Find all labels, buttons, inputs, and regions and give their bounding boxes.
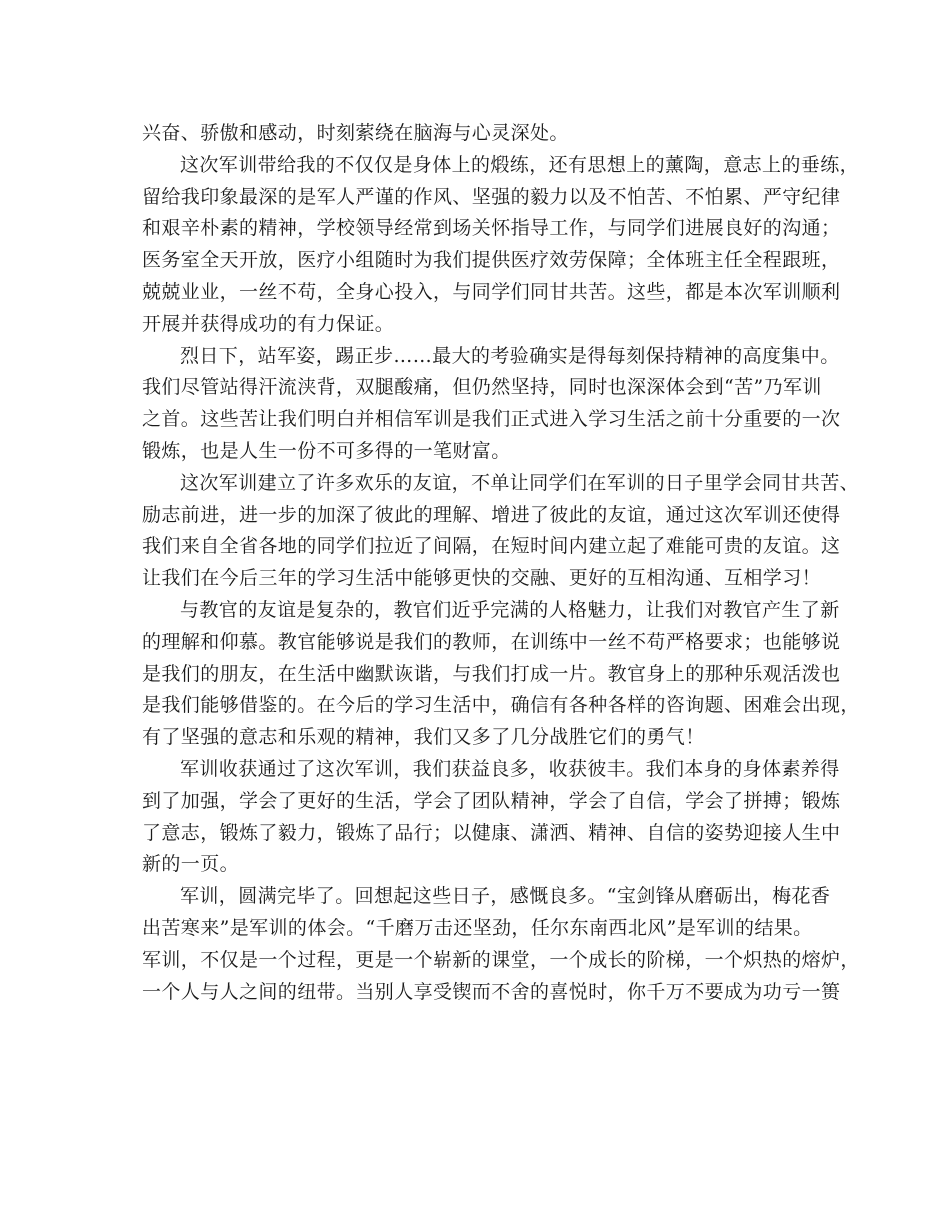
text-line: 到了加强，学会了更好的生活，学会了团队精神，学会了自信，学会了拼搏；锻炼 — [142, 789, 841, 812]
text-line: 是我们能够借鉴的。在今后的学习生活中，确信有各种各样的咨询题、困难会出现， — [142, 694, 860, 717]
text-line: 出苦寒来”是军训的体会。“千磨万击还坚劲，任尔东南西北风”是军训的结果。 — [142, 916, 813, 939]
paragraph-first-line: 与教官的友谊是复杂的，教官们近乎完满的人格魅力，让我们对教官产生了新 — [180, 598, 840, 621]
paragraph-first-line: 这次军训建立了许多欢乐的友谊，不单让同学们在军训的日子里学会同甘共苦、 — [180, 471, 860, 494]
paragraph-first-line: 军训，圆满完毕了。回想起这些日子，感慨良多。“宝剑锋从磨砺出，梅花香 — [180, 885, 831, 908]
text-line: 了意志，锻炼了毅力，锻炼了品行；以健康、潇洒、精神、自信的姿势迎接人生中 — [142, 821, 841, 844]
text-line: 之首。这些苦让我们明白并相信军训是我们正式进入学习生活之前十分重要的一次 — [142, 408, 841, 431]
paragraph-first-line: 烈日下，站军姿，踢正步……最大的考验确实是得每刻保持精神的高度集中。 — [180, 344, 840, 367]
text-line: 留给我印象最深的是军人严谨的作风、坚强的毅力以及不怕苦、不怕累、严守纪律 — [142, 185, 841, 208]
text-line: 医务室全天开放，医疗小组随时为我们提供医疗效劳保障；全体班主任全程跟班， — [142, 249, 841, 272]
text-line: 是我们的朋友，在生活中幽默诙谐，与我们打成一片。教官身上的那种乐观活泼也 — [142, 662, 841, 685]
text-line: 新的一页。 — [142, 853, 240, 876]
text-line: 励志前进，进一步的加深了彼此的理解、增进了彼此的友谊，通过这次军训还使得 — [142, 503, 841, 526]
text-line: 让我们在今后三年的学习生活中能够更快的交融、更好的互相沟通、互相学习！ — [142, 567, 822, 590]
text-line: 和艰辛朴素的精神，学校领导经常到场关怀指导工作，与同学们进展良好的沟通； — [142, 217, 841, 240]
text-line: 的理解和仰慕。教官能够说是我们的教师，在训练中一丝不苟严格要求；也能够说 — [142, 630, 841, 653]
text-line: 开展并获得成功的有力保证。 — [142, 312, 395, 335]
paragraph-first-line: 军训收获通过了这次军训，我们获益良多，收获彼丰。我们本身的身体素养得 — [180, 757, 840, 780]
text-line: 兢兢业业，一丝不苟，全身心投入，与同学们同甘共苦。这些，都是本次军训顺利 — [142, 280, 841, 303]
text-line: 锻炼，也是人生一份不可多得的一笔财富。 — [142, 439, 511, 462]
paragraph-first-line: 这次军训带给我的不仅仅是身体上的煅练，还有思想上的薰陶，意志上的垂练， — [180, 153, 860, 176]
text-line: 我们来自全省各地的同学们拉近了间隔，在短时间内建立起了难能可贵的友谊。这 — [142, 535, 841, 558]
text-line: 军训，不仅是一个过程，更是一个崭新的课堂，一个成长的阶梯，一个炽热的熔炉， — [142, 948, 860, 971]
text-line: 有了坚强的意志和乐观的精神，我们又多了几分战胜它们的勇气！ — [142, 726, 705, 749]
text-line: 一个人与人之间的纽带。当别人享受锲而不舍的喜悦时，你千万不要成为功亏一篑 — [142, 980, 841, 1003]
document-body — [142, 118, 860, 1008]
text-line: 我们尽管站得汗流浃背，双腿酸痛，但仍然坚持，同时也深深体会到“苦”乃军训 — [142, 376, 822, 399]
text-line: 兴奋、骄傲和感动，时刻萦绕在脑海与心灵深处。 — [142, 122, 569, 144]
